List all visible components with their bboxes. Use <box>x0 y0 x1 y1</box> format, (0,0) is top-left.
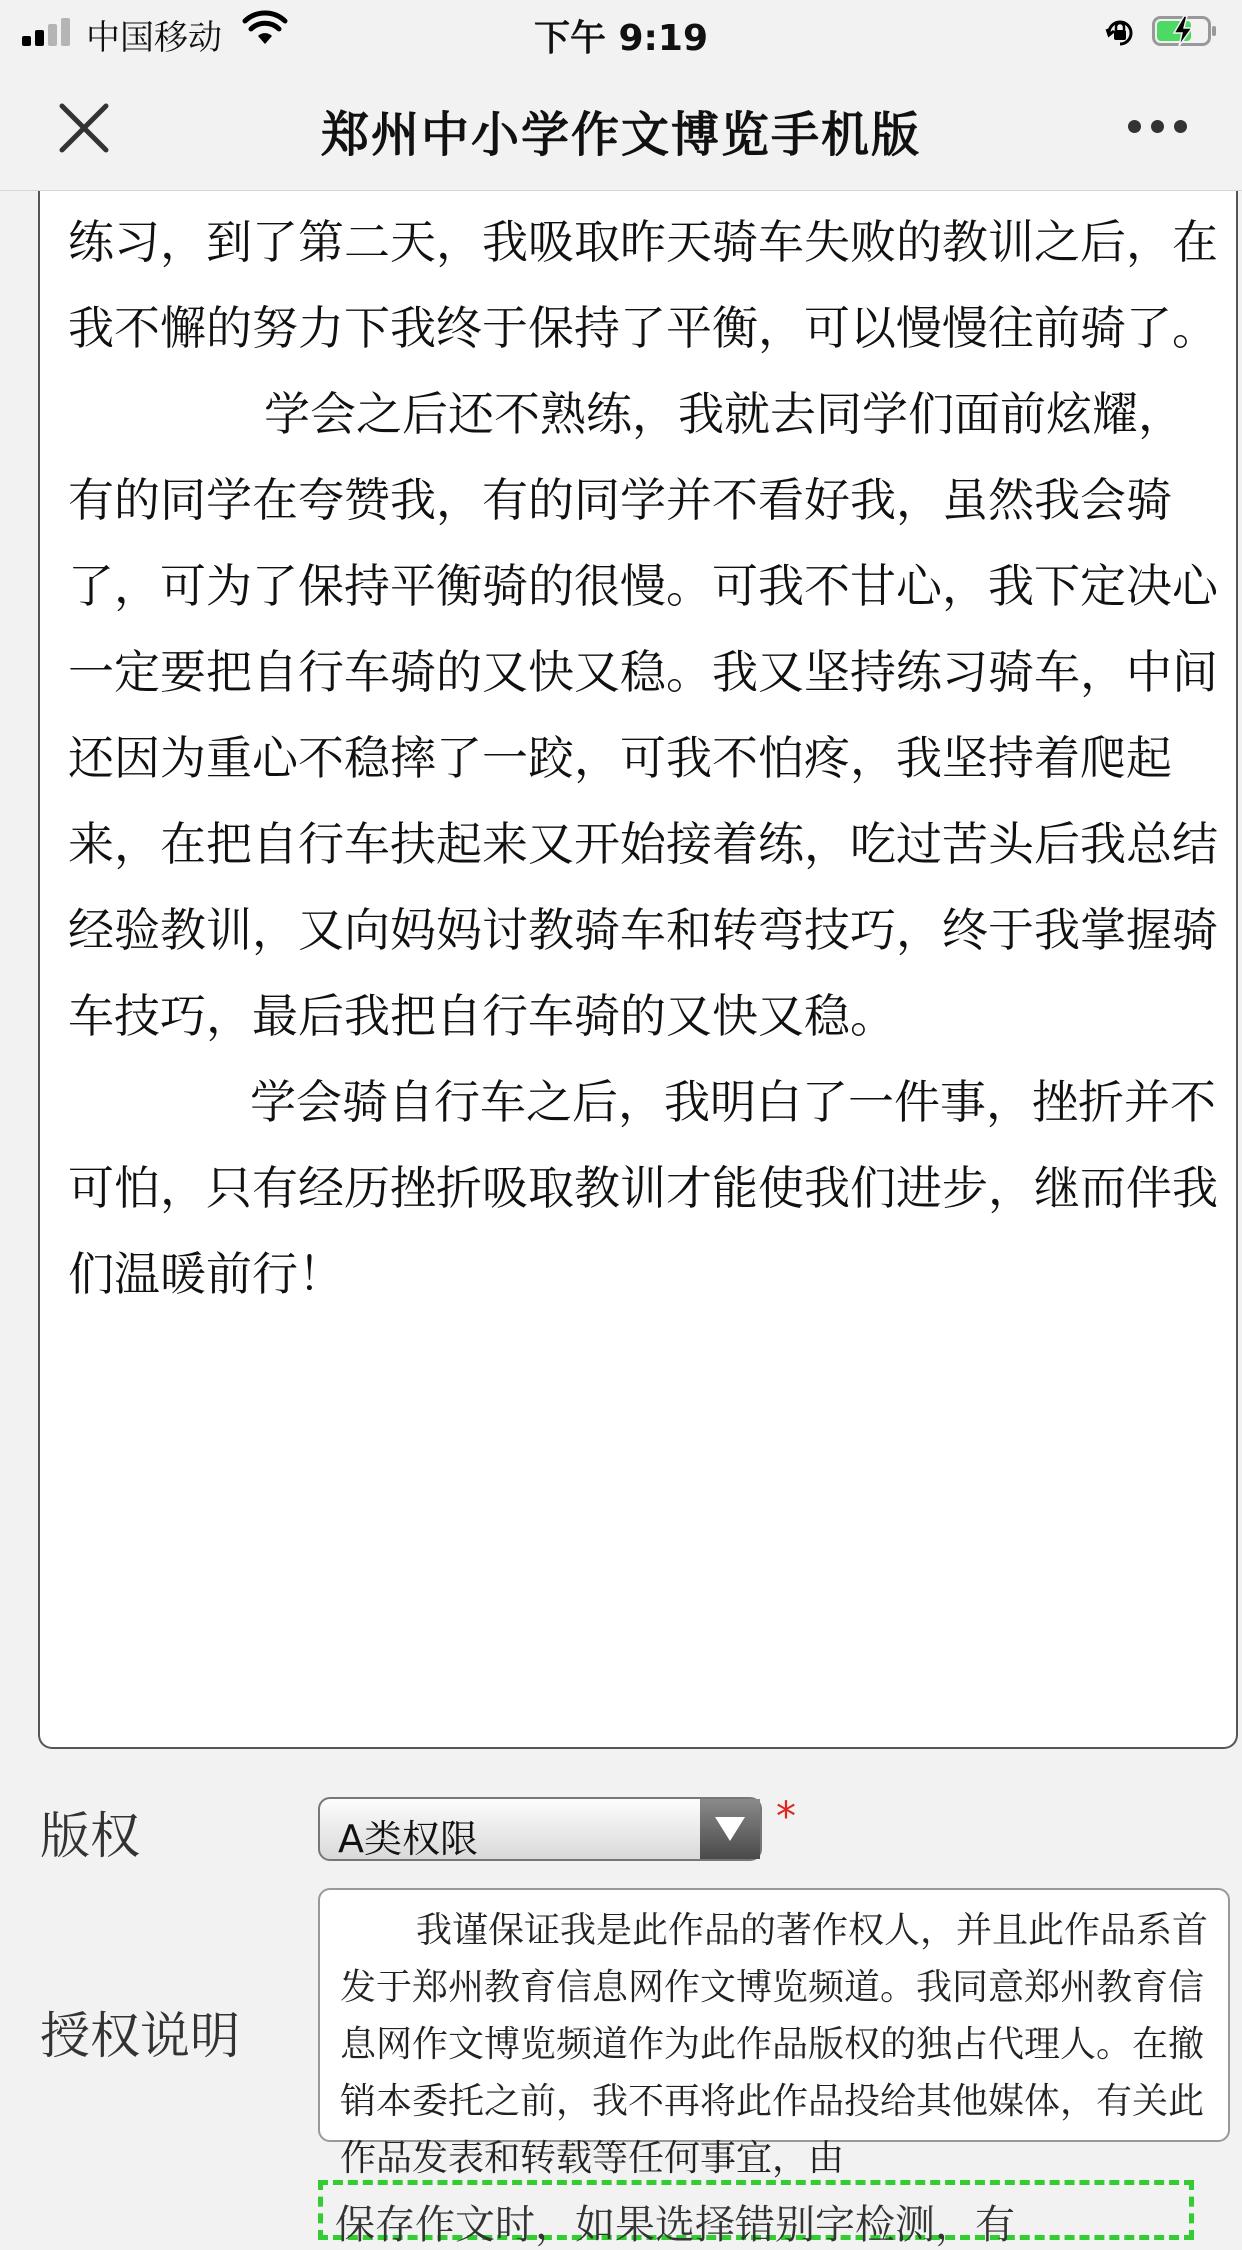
page-title: 郑州中小学作文博览手机版 <box>320 107 921 163</box>
battery-charging-icon <box>1152 14 1218 48</box>
auth-description-text: 我谨保证我是此作品的著作权人，并且此作品系首发于郑州教育信息网作文博览频道。我同意郑州教育信息网作文博览频道作为此作品版权的独占代理人。在撤销本委托之前，我不再将此作品投给其他媒体，有关此作品发表和转载等任何事宜，由 <box>340 1910 1209 2179</box>
chevron-down-icon <box>713 1815 747 1843</box>
status-bar <box>0 0 1242 62</box>
nav-bar <box>0 62 1242 191</box>
article-paragraph: 学会之后还不熟练，我就去同学们面前炫耀，有的同学在夸赞我，有的同学并不看好我，虽然我会骑了，可为了保持平衡骑的很慢。可我不甘心，我下定决心一定要把自行车骑的又快又稳。我又坚持练习骑车，中间还因为重心不稳摔了一跤，可我不怕疼，我坚持着爬起来，在把自行车扶起来又开始接着练，吃过苦头后我总结经验教训，又向妈妈讨教骑车和转弯技巧，终于我掌握骑车技巧，最后我把自行车骑的又快又稳。 <box>68 387 1218 1043</box>
article-text <box>68 199 1228 1317</box>
copyright-select-value: A类权限 <box>338 1817 478 1861</box>
required-mark: * <box>776 1794 796 1840</box>
status-time: 下午 9:19 <box>533 18 709 59</box>
more-icon[interactable] <box>1128 120 1188 136</box>
notice-box <box>318 2180 1194 2248</box>
dropdown-arrow-button[interactable] <box>700 1799 760 1859</box>
auth-description-textarea[interactable] <box>318 1888 1230 2179</box>
close-icon[interactable] <box>56 100 112 156</box>
copyright-select[interactable] <box>318 1797 762 1861</box>
carrier-name: 中国移动 <box>86 18 222 58</box>
article-paragraph: 学会骑自行车之后，我明白了一件事，挫折并不可怕，只有经历挫折吸取教训才能使我们进步，继而伴我们温暖前行！ <box>68 1075 1218 1301</box>
copyright-label: 版权 <box>40 1807 140 1865</box>
auth-label: 授权说明 <box>40 2007 240 2065</box>
orientation-lock-icon <box>1103 16 1137 50</box>
article-content-box[interactable] <box>38 191 1238 1749</box>
notice-text: 保存作文时，如果选择错别字检测，有 <box>335 2202 1015 2248</box>
article-paragraph: 练习，到了第二天，我吸取昨天骑车失败的教训之后，在我不懈的努力下我终于保持了平衡，可以慢慢往前骑了。 <box>68 215 1218 355</box>
